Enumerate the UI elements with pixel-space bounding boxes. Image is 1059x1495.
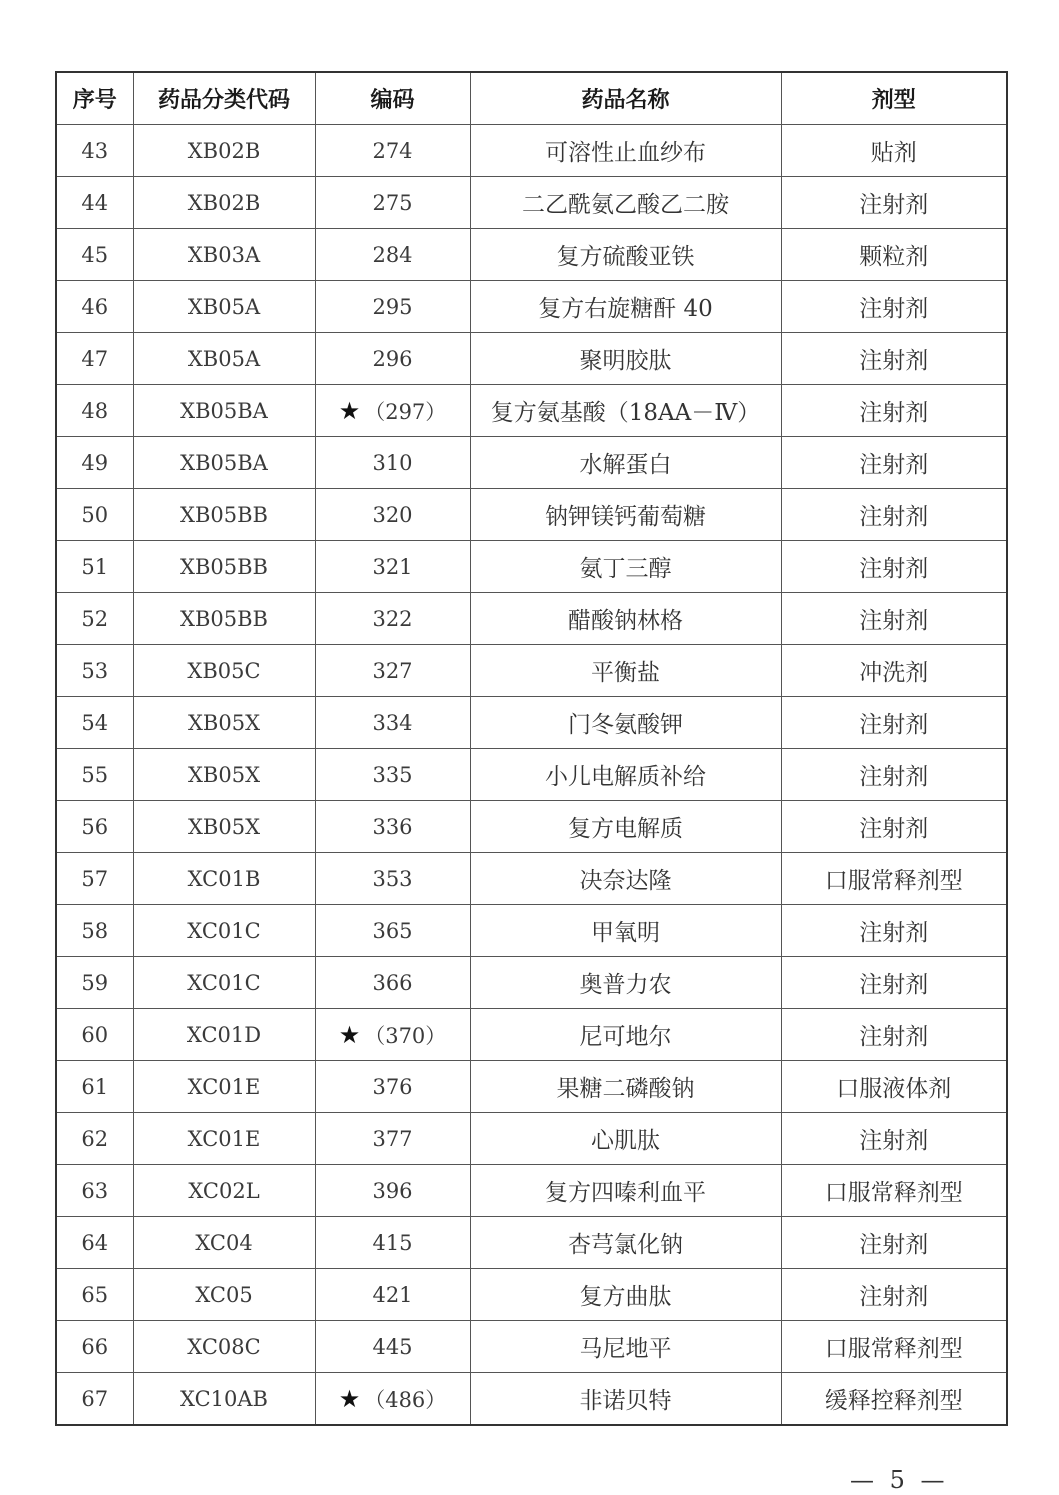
cell-dosage-form: 冲洗剂 xyxy=(781,645,1007,697)
cell-dosage-form: 颗粒剂 xyxy=(781,229,1007,281)
cell-category-code: XB05X xyxy=(133,801,315,853)
cell-drug-name: 聚明胶肽 xyxy=(470,333,781,385)
cell-dosage-form: 注射剂 xyxy=(781,1269,1007,1321)
cell-code: 376 xyxy=(315,1061,470,1113)
star-icon: ★ xyxy=(338,396,361,425)
cell-drug-name: 心肌肽 xyxy=(470,1113,781,1165)
cell-code: 415 xyxy=(315,1217,470,1269)
cell-category-code: XB05A xyxy=(133,333,315,385)
cell-dosage-form: 注射剂 xyxy=(781,1009,1007,1061)
cell-category-code: XB05BB xyxy=(133,593,315,645)
table-row xyxy=(56,281,1007,333)
drug-list-table xyxy=(55,71,1008,1426)
cell-category-code: XC10AB xyxy=(133,1373,315,1426)
cell-code: 296 xyxy=(315,333,470,385)
table-row xyxy=(56,905,1007,957)
table-row xyxy=(56,541,1007,593)
table-row xyxy=(56,125,1007,177)
cell-seq: 61 xyxy=(56,1061,133,1113)
cell-drug-name: 水解蛋白 xyxy=(470,437,781,489)
cell-code: 353 xyxy=(315,853,470,905)
cell-seq: 66 xyxy=(56,1321,133,1373)
cell-category-code: XB05C xyxy=(133,645,315,697)
cell-category-code: XC01B xyxy=(133,853,315,905)
cell-dosage-form: 注射剂 xyxy=(781,333,1007,385)
cell-code: 320 xyxy=(315,489,470,541)
table-row xyxy=(56,1217,1007,1269)
cell-drug-name: 果糖二磷酸钠 xyxy=(470,1061,781,1113)
table-row xyxy=(56,489,1007,541)
cell-seq: 44 xyxy=(56,177,133,229)
cell-code: 321 xyxy=(315,541,470,593)
cell-dosage-form: 注射剂 xyxy=(781,905,1007,957)
cell-category-code: XC01E xyxy=(133,1113,315,1165)
cell-seq: 46 xyxy=(56,281,133,333)
cell-seq: 60 xyxy=(56,1009,133,1061)
cell-seq: 49 xyxy=(56,437,133,489)
cell-seq: 45 xyxy=(56,229,133,281)
cell-category-code: XB05BA xyxy=(133,437,315,489)
code-value: （370） xyxy=(364,1023,447,1048)
cell-category-code: XC05 xyxy=(133,1269,315,1321)
cell-drug-name: 甲氧明 xyxy=(470,905,781,957)
cell-dosage-form: 注射剂 xyxy=(781,1113,1007,1165)
cell-code: 335 xyxy=(315,749,470,801)
star-icon: ★ xyxy=(338,1384,361,1413)
table-header-row xyxy=(56,72,1007,125)
table-row xyxy=(56,177,1007,229)
cell-drug-name: 醋酸钠林格 xyxy=(470,593,781,645)
cell-drug-name: 平衡盐 xyxy=(470,645,781,697)
cell-drug-name: 马尼地平 xyxy=(470,1321,781,1373)
cell-seq: 62 xyxy=(56,1113,133,1165)
cell-seq: 51 xyxy=(56,541,133,593)
table-row xyxy=(56,749,1007,801)
code-value: （486） xyxy=(364,1387,447,1412)
cell-drug-name: 小儿电解质补给 xyxy=(470,749,781,801)
cell-seq: 48 xyxy=(56,385,133,437)
table-row xyxy=(56,801,1007,853)
cell-category-code: XB05BB xyxy=(133,489,315,541)
cell-dosage-form: 口服常释剂型 xyxy=(781,1165,1007,1217)
cell-dosage-form: 口服常释剂型 xyxy=(781,1321,1007,1373)
table-row xyxy=(56,853,1007,905)
cell-code: 284 xyxy=(315,229,470,281)
table-row xyxy=(56,1165,1007,1217)
cell-category-code: XB05A xyxy=(133,281,315,333)
header-dosage-form: 剂型 xyxy=(781,72,1007,125)
cell-dosage-form: 注射剂 xyxy=(781,177,1007,229)
cell-category-code: XB05BB xyxy=(133,541,315,593)
cell-code: 396 xyxy=(315,1165,470,1217)
cell-seq: 65 xyxy=(56,1269,133,1321)
cell-drug-name: 复方四嗪利血平 xyxy=(470,1165,781,1217)
cell-code: 377 xyxy=(315,1113,470,1165)
cell-dosage-form: 注射剂 xyxy=(781,281,1007,333)
cell-drug-name: 复方氨基酸（18AA－Ⅳ） xyxy=(470,385,781,437)
cell-dosage-form: 注射剂 xyxy=(781,437,1007,489)
cell-drug-name: 尼可地尔 xyxy=(470,1009,781,1061)
cell-category-code: XC02L xyxy=(133,1165,315,1217)
cell-drug-name: 二乙酰氨乙酸乙二胺 xyxy=(470,177,781,229)
cell-category-code: XC01E xyxy=(133,1061,315,1113)
table-row xyxy=(56,1113,1007,1165)
table-row xyxy=(56,333,1007,385)
cell-dosage-form: 注射剂 xyxy=(781,385,1007,437)
table-row xyxy=(56,385,1007,437)
cell-drug-name: 复方曲肽 xyxy=(470,1269,781,1321)
header-code: 编码 xyxy=(315,72,470,125)
cell-category-code: XB02B xyxy=(133,125,315,177)
table-row xyxy=(56,1269,1007,1321)
cell-seq: 58 xyxy=(56,905,133,957)
cell-drug-name: 奥普力农 xyxy=(470,957,781,1009)
cell-category-code: XB05X xyxy=(133,697,315,749)
cell-drug-name: 杏芎氯化钠 xyxy=(470,1217,781,1269)
table-row xyxy=(56,1009,1007,1061)
cell-seq: 54 xyxy=(56,697,133,749)
cell-code xyxy=(315,1009,470,1061)
cell-category-code: XC08C xyxy=(133,1321,315,1373)
cell-code: 445 xyxy=(315,1321,470,1373)
cell-seq: 53 xyxy=(56,645,133,697)
cell-code: 336 xyxy=(315,801,470,853)
header-seq: 序号 xyxy=(56,72,133,125)
header-category-code: 药品分类代码 xyxy=(133,72,315,125)
cell-drug-name: 氨丁三醇 xyxy=(470,541,781,593)
cell-drug-name: 钠钾镁钙葡萄糖 xyxy=(470,489,781,541)
cell-drug-name: 复方硫酸亚铁 xyxy=(470,229,781,281)
cell-seq: 52 xyxy=(56,593,133,645)
cell-category-code: XB02B xyxy=(133,177,315,229)
cell-code: 275 xyxy=(315,177,470,229)
star-icon: ★ xyxy=(338,1020,361,1049)
cell-dosage-form: 注射剂 xyxy=(781,801,1007,853)
cell-dosage-form: 口服液体剂 xyxy=(781,1061,1007,1113)
cell-dosage-form: 注射剂 xyxy=(781,749,1007,801)
cell-code: 310 xyxy=(315,437,470,489)
table-row xyxy=(56,1321,1007,1373)
cell-dosage-form: 缓释控释剂型 xyxy=(781,1373,1007,1426)
cell-drug-name: 非诺贝特 xyxy=(470,1373,781,1426)
cell-dosage-form: 口服常释剂型 xyxy=(781,853,1007,905)
table-row xyxy=(56,697,1007,749)
cell-category-code: XB05BA xyxy=(133,385,315,437)
page-number: — 5 — xyxy=(850,1466,949,1494)
cell-category-code: XC04 xyxy=(133,1217,315,1269)
cell-code: 365 xyxy=(315,905,470,957)
cell-dosage-form: 注射剂 xyxy=(781,957,1007,1009)
cell-drug-name: 复方电解质 xyxy=(470,801,781,853)
cell-seq: 55 xyxy=(56,749,133,801)
cell-seq: 56 xyxy=(56,801,133,853)
table-body xyxy=(56,125,1007,1426)
cell-dosage-form: 注射剂 xyxy=(781,697,1007,749)
cell-dosage-form: 注射剂 xyxy=(781,1217,1007,1269)
table-row xyxy=(56,1061,1007,1113)
cell-code xyxy=(315,1373,470,1426)
cell-drug-name: 复方右旋糖酐 40 xyxy=(470,281,781,333)
cell-category-code: XB03A xyxy=(133,229,315,281)
cell-seq: 50 xyxy=(56,489,133,541)
cell-drug-name: 决奈达隆 xyxy=(470,853,781,905)
cell-drug-name: 可溶性止血纱布 xyxy=(470,125,781,177)
cell-seq: 47 xyxy=(56,333,133,385)
cell-code: 421 xyxy=(315,1269,470,1321)
cell-code: 366 xyxy=(315,957,470,1009)
table-row xyxy=(56,645,1007,697)
cell-code: 327 xyxy=(315,645,470,697)
cell-dosage-form: 注射剂 xyxy=(781,489,1007,541)
cell-seq: 64 xyxy=(56,1217,133,1269)
cell-category-code: XC01D xyxy=(133,1009,315,1061)
table-row xyxy=(56,437,1007,489)
cell-seq: 43 xyxy=(56,125,133,177)
cell-seq: 57 xyxy=(56,853,133,905)
cell-drug-name: 门冬氨酸钾 xyxy=(470,697,781,749)
header-drug-name: 药品名称 xyxy=(470,72,781,125)
cell-code xyxy=(315,385,470,437)
cell-seq: 67 xyxy=(56,1373,133,1426)
cell-category-code: XB05X xyxy=(133,749,315,801)
table-row xyxy=(56,1373,1007,1426)
table-row xyxy=(56,957,1007,1009)
cell-dosage-form: 注射剂 xyxy=(781,541,1007,593)
cell-dosage-form: 贴剂 xyxy=(781,125,1007,177)
cell-code: 295 xyxy=(315,281,470,333)
cell-code: 322 xyxy=(315,593,470,645)
code-value: （297） xyxy=(364,399,447,424)
cell-code: 334 xyxy=(315,697,470,749)
cell-seq: 63 xyxy=(56,1165,133,1217)
cell-category-code: XC01C xyxy=(133,957,315,1009)
cell-seq: 59 xyxy=(56,957,133,1009)
cell-category-code: XC01C xyxy=(133,905,315,957)
table-row xyxy=(56,229,1007,281)
cell-dosage-form: 注射剂 xyxy=(781,593,1007,645)
cell-code: 274 xyxy=(315,125,470,177)
table-row xyxy=(56,593,1007,645)
